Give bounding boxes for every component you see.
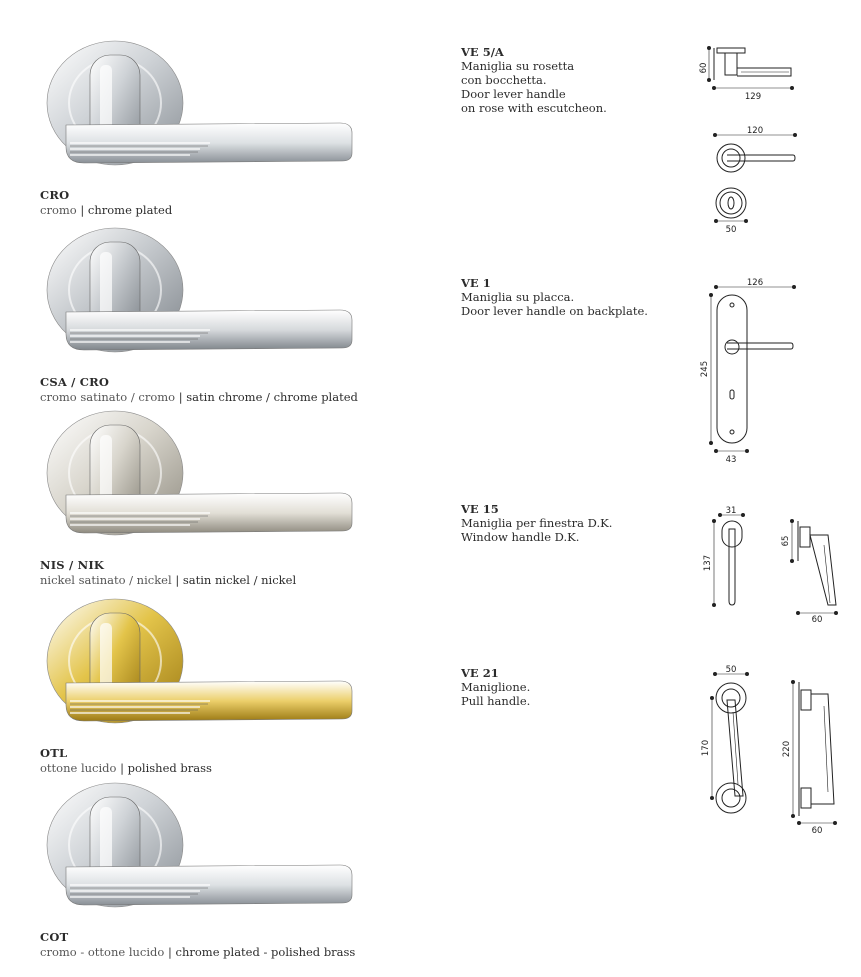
dim-ve15-width: 31 <box>725 506 737 516</box>
finish-separator: | <box>175 390 187 404</box>
ve1-drawing <box>695 275 805 465</box>
finish-label-it: ottone lucido <box>40 761 117 775</box>
model-text: Maniglia su rosetta <box>461 59 575 73</box>
model-code: VE 1 <box>461 276 491 290</box>
finish-label-en: satin chrome / chrome plated <box>186 390 358 404</box>
dim-ve5a-rose: 50 <box>725 225 737 235</box>
model-code: VE 21 <box>461 666 499 680</box>
ve15-drawing <box>700 505 850 625</box>
dim-ve21-depth: 60 <box>811 826 823 836</box>
dim-ve15-length: 60 <box>811 615 823 625</box>
model-ve5a <box>461 45 661 115</box>
finish-description <box>40 945 355 959</box>
handle-photo <box>40 777 380 917</box>
finish-description <box>40 390 358 404</box>
finish-label-it: cromo <box>40 203 77 217</box>
dim-ve21-rose: 50 <box>725 665 737 675</box>
finish-separator: | <box>76 203 88 217</box>
finish-code: CSA / CRO <box>40 375 110 389</box>
finish-label-it: cromo satinato / cromo <box>40 390 176 404</box>
finish-separator: | <box>171 573 183 587</box>
finish-code: CRO <box>40 188 70 202</box>
model-text: Maniglia per finestra D.K. <box>461 516 613 530</box>
dim-ve5a-length: 129 <box>744 92 762 102</box>
model-text: con bocchetta. <box>461 73 547 87</box>
finish-label-en: polished brass <box>127 761 212 775</box>
model-text: Maniglia su placca. <box>461 290 575 304</box>
finish-description <box>40 573 296 587</box>
dim-ve21-height: 220 <box>782 740 792 758</box>
finish-description <box>40 203 172 217</box>
dim-ve15-height: 137 <box>703 554 713 572</box>
handle-photo <box>40 593 380 733</box>
finish-label-en: chrome plated <box>87 203 173 217</box>
handle-photo <box>40 222 380 362</box>
model-ve21 <box>461 666 661 708</box>
model-text: Pull handle. <box>461 694 531 708</box>
model-code: VE 5/A <box>461 45 504 59</box>
finish-code: OTL <box>40 746 68 760</box>
ve21-drawing <box>700 662 850 842</box>
finish-separator: | <box>164 945 176 959</box>
finish-label-en: chrome plated - polished brass <box>175 945 356 959</box>
finish-separator: | <box>116 761 128 775</box>
ve5a-front-drawing <box>705 123 805 238</box>
model-code: VE 15 <box>461 502 499 516</box>
finish-code: NIS / NIK <box>40 558 105 572</box>
model-ve1 <box>461 276 661 318</box>
dim-ve15-depth: 65 <box>781 535 791 547</box>
model-text: Door lever handle on backplate. <box>461 304 648 318</box>
dim-ve1-plate: 43 <box>725 455 737 465</box>
finish-description <box>40 761 212 775</box>
dim-ve1-height: 245 <box>700 360 710 378</box>
model-ve15 <box>461 502 661 544</box>
finish-label-en: satin nickel / nickel <box>182 573 297 587</box>
model-text: Window handle D.K. <box>461 530 580 544</box>
model-text: on rose with escutcheon. <box>461 101 607 115</box>
dim-ve5a-height: 60 <box>699 62 709 74</box>
finish-label-it: cromo - ottone lucido <box>40 945 165 959</box>
model-text: Door lever handle <box>461 87 566 101</box>
model-text: Maniglione. <box>461 680 531 694</box>
handle-photo <box>40 35 380 175</box>
ve5a-side-drawing <box>695 40 805 105</box>
handle-photo <box>40 405 380 545</box>
finish-code: COT <box>40 930 69 944</box>
dim-ve1-length: 126 <box>746 278 764 288</box>
finish-label-it: nickel satinato / nickel <box>40 573 172 587</box>
dim-ve21-centers: 170 <box>701 739 711 757</box>
dim-ve5a-width: 120 <box>746 126 764 136</box>
